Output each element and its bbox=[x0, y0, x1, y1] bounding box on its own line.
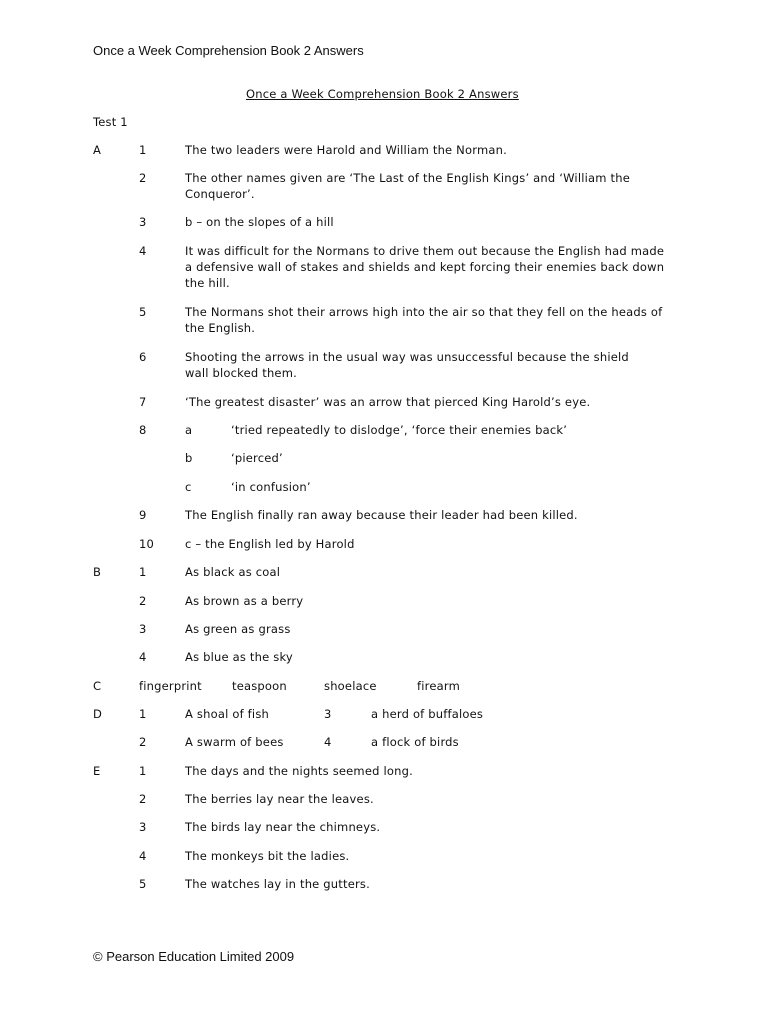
item-number: 6 bbox=[139, 350, 147, 364]
answer-text: The berries lay near the leaves. bbox=[185, 792, 374, 806]
item-number: 4 bbox=[139, 244, 147, 258]
answer-text: c – the English led by Harold bbox=[185, 537, 355, 551]
page-title: Once a Week Comprehension Book 2 Answers bbox=[246, 87, 519, 101]
test-label: Test 1 bbox=[93, 115, 128, 129]
answer-text: It was difficult for the Normans to drive them out because the English had made a defensive wall of stakes and shields and kept forcing their enemies back down the hill. bbox=[185, 244, 665, 290]
answer-text: Shooting the arrows in the usual way was unsuccessful because the shield wall blocked them. bbox=[185, 350, 629, 380]
item-number: 5 bbox=[139, 305, 147, 319]
answer-text: As brown as a berry bbox=[185, 594, 304, 608]
answer-text: The birds lay near the chimneys. bbox=[185, 820, 381, 834]
answer-text: The other names given are ‘The Last of the English Kings’ and ‘William the Conqueror’. bbox=[185, 171, 630, 201]
item-number: 2 bbox=[139, 735, 147, 749]
item-number: 9 bbox=[139, 508, 147, 522]
section-letter-e: E bbox=[93, 764, 101, 778]
section-letter-d: D bbox=[93, 707, 103, 721]
answer-text: The days and the nights seemed long. bbox=[185, 764, 413, 778]
item-number: 2 bbox=[139, 792, 147, 806]
compound-word: fingerprint bbox=[139, 679, 202, 693]
section-letter-a: A bbox=[93, 143, 102, 157]
answer-text: As black as coal bbox=[185, 565, 281, 579]
item-number: 5 bbox=[139, 877, 147, 891]
item-number: 4 bbox=[139, 650, 147, 664]
answer-text: As blue as the sky bbox=[185, 650, 293, 664]
answer-text: As green as grass bbox=[185, 622, 291, 636]
sub-answer-text: ‘tried repeatedly to dislodge’, ‘force their enemies back’ bbox=[231, 423, 568, 437]
answer-text: The watches lay in the gutters. bbox=[185, 877, 370, 891]
running-header: Once a Week Comprehension Book 2 Answers bbox=[93, 43, 364, 58]
item-number: 1 bbox=[139, 707, 147, 721]
item-number: 2 bbox=[139, 171, 147, 185]
answer-text: The Normans shot their arrows high into the air so that they fell on the heads of the English. bbox=[185, 305, 663, 335]
answer-text: ‘The greatest disaster’ was an arrow that pierced King Harold’s eye. bbox=[185, 395, 591, 409]
item-number: 3 bbox=[139, 622, 147, 636]
sub-letter: b bbox=[185, 451, 193, 465]
answer-text: b – on the slopes of a hill bbox=[185, 215, 334, 229]
sub-letter: c bbox=[185, 480, 192, 494]
item-number: 1 bbox=[139, 764, 147, 778]
copyright-footer: © Pearson Education Limited 2009 bbox=[93, 949, 295, 964]
answer-text: The English finally ran away because their leader had been killed. bbox=[185, 508, 578, 522]
item-number: 8 bbox=[139, 423, 147, 437]
sub-letter: a bbox=[185, 423, 193, 437]
item-number: 10 bbox=[139, 537, 155, 551]
item-number: 3 bbox=[324, 707, 332, 721]
sub-answer-text: ‘pierced’ bbox=[231, 451, 283, 465]
answer-text: The monkeys bit the ladies. bbox=[185, 849, 350, 863]
section-letter-c: C bbox=[93, 679, 102, 693]
item-number: 4 bbox=[324, 735, 332, 749]
answer-text: a flock of birds bbox=[371, 735, 459, 749]
item-number: 3 bbox=[139, 820, 147, 834]
section-letter-b: B bbox=[93, 565, 102, 579]
item-number: 1 bbox=[139, 565, 147, 579]
item-number: 7 bbox=[139, 395, 147, 409]
answer-text: a herd of buffaloes bbox=[371, 707, 484, 721]
item-number: 3 bbox=[139, 215, 147, 229]
item-number: 1 bbox=[139, 143, 147, 157]
compound-word: shoelace bbox=[324, 679, 377, 693]
answer-text: A swarm of bees bbox=[185, 735, 284, 749]
compound-word: teaspoon bbox=[232, 679, 287, 693]
answer-text: A shoal of fish bbox=[185, 707, 269, 721]
item-number: 2 bbox=[139, 594, 147, 608]
sub-answer-text: ‘in confusion’ bbox=[231, 480, 311, 494]
item-number: 4 bbox=[139, 849, 147, 863]
compound-word: firearm bbox=[417, 679, 460, 693]
answer-text: The two leaders were Harold and William the Norman. bbox=[185, 143, 507, 157]
